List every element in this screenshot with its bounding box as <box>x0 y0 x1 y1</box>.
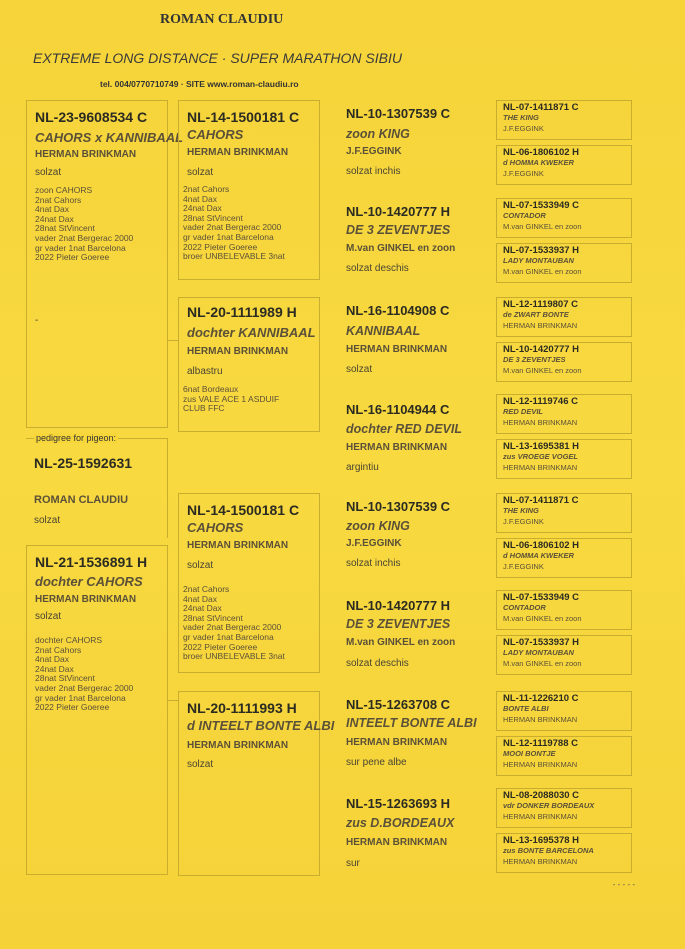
gen3-name: zoon KING <box>346 127 410 141</box>
gen4-name: zus BONTE BARCELONA <box>503 846 594 855</box>
gen4-owner: HERMAN BRINKMAN <box>503 715 578 724</box>
gen4-box <box>496 198 632 238</box>
mother-box <box>26 545 168 875</box>
gen4-box <box>496 590 632 630</box>
gen3-box <box>336 691 480 777</box>
gen4-id: NL-07-1411871 C <box>503 495 579 506</box>
father-mark: - <box>35 315 39 326</box>
subject-id: NL-25-1592631 <box>34 455 133 471</box>
gen4-id: NL-08-2088030 C <box>503 790 580 801</box>
gen4-name: BONTE ALBI <box>503 704 549 713</box>
gen4-name: vdr DONKER BORDEAUX <box>503 801 595 810</box>
grandparent-box <box>178 691 335 876</box>
gen3-color: solzat inchis <box>346 166 401 177</box>
gp-id: NL-14-1500181 C <box>187 502 300 518</box>
gen4-id: NL-07-1533949 C <box>503 200 580 211</box>
gen4-id: NL-13-1695381 H <box>503 441 580 452</box>
gen4-id: NL-12-1119746 C <box>503 396 578 407</box>
gen4-owner: HERMAN BRINKMAN <box>503 463 578 472</box>
grandparent-box <box>178 493 320 673</box>
gp-color: solzat <box>187 560 214 571</box>
gen4-name: RED DEVIL <box>503 407 544 416</box>
gen4-box <box>496 394 632 434</box>
father-id: NL-23-9608534 C <box>35 109 148 125</box>
gen4-owner: HERMAN BRINKMAN <box>503 418 578 427</box>
gen4-box <box>496 493 632 533</box>
gen4-name: THE KING <box>503 113 539 122</box>
father-box <box>26 100 184 428</box>
gen4-owner: M.van GINKEL en zoon <box>503 222 582 231</box>
father-name: CAHORS x KANNIBAAL <box>35 130 184 145</box>
gen4-id: NL-07-1533937 H <box>503 637 580 648</box>
gen3-name: DE 3 ZEVENTJES <box>346 617 451 631</box>
gen4-name: LADY MONTAUBAN <box>503 256 574 265</box>
gen3-id: NL-15-1263708 C <box>346 697 451 712</box>
gen4-box <box>496 439 632 479</box>
gen4-id: NL-07-1411871 C <box>503 102 579 113</box>
gen3-owner: M.van GINKEL en zoon <box>346 637 456 648</box>
gp-name: d INTEELT BONTE ALBI <box>187 718 335 733</box>
gen4-box <box>496 833 632 873</box>
subject-owner: ROMAN CLAUDIU <box>34 494 129 506</box>
gen4-id: NL-07-1533949 C <box>503 592 580 603</box>
subtitle: EXTREME LONG DISTANCE · SUPER MARATHON SIBIU <box>33 50 402 66</box>
breeder-name: ROMAN CLAUDIU <box>160 12 284 27</box>
gen4-owner: HERMAN BRINKMAN <box>503 321 578 330</box>
gen3-name: DE 3 ZEVENTJES <box>346 223 451 237</box>
gen3-owner: HERMAN BRINKMAN <box>346 344 448 355</box>
gp-notes: 2nat Cahors 4nat Dax 24nat Dax 28nat StVincent vader 2nat Bergerac 2000 gr vader 1nat Barcelona 2022 Pieter Goeree broer UNBELEVABLE 3nat <box>183 584 285 662</box>
gen3-name: zus D.BORDEAUX <box>346 816 455 830</box>
gen4-owner: HERMAN BRINKMAN <box>503 857 578 866</box>
gp-notes: 6nat Bordeaux zus VALE ACE 1 ASDUIF CLUB FFC <box>183 384 280 414</box>
gen4-name: CONTADOR <box>503 603 546 612</box>
gen3-box <box>336 100 480 186</box>
gen3-color: argintiu <box>346 462 379 473</box>
gen3-owner: J.F.EGGINK <box>346 538 402 549</box>
gp-notes: 2nat Cahors 4nat Dax 24nat Dax 28nat StVincent vader 2nat Bergerac 2000 gr vader 1nat Barcelona 2022 Pieter Goeree broer UNBELEVABLE 3nat <box>183 184 285 262</box>
gen3-name: INTEELT BONTE ALBI <box>346 716 477 730</box>
gen4-box <box>496 297 632 337</box>
gp-id: NL-14-1500181 C <box>187 109 300 125</box>
mother-notes: dochter CAHORS 2nat Cahors 4nat Dax 24nat Dax 28nat StVincent vader 2nat Bergerac 2000 gr vader 1nat Barcelona 2022 Pieter Goeree <box>35 635 134 713</box>
gen4-box <box>496 538 632 578</box>
gen4-name: d HOMMA KWEKER <box>503 158 574 167</box>
gen3-id: NL-10-1420777 H <box>346 204 451 219</box>
gen3-owner: M.van GINKEL en zoon <box>346 243 456 254</box>
gp-id: NL-20-1111993 H <box>187 700 297 716</box>
gen4-owner: M.van GINKEL en zoon <box>503 267 582 276</box>
gen3-id: NL-15-1263693 H <box>346 796 451 811</box>
gen4-id: NL-12-1119807 C <box>503 299 578 310</box>
gen3-owner: HERMAN BRINKMAN <box>346 442 448 453</box>
gp-owner: HERMAN BRINKMAN <box>187 540 289 551</box>
gen4-id: NL-13-1695378 H <box>503 835 580 846</box>
mother-id: NL-21-1536891 H <box>35 554 148 570</box>
father-notes: zoon CAHORS 2nat Cahors 4nat Dax 24nat Dax 28nat StVincent vader 2nat Bergerac 2000 gr vader 1nat Barcelona 2022 Pieter Goeree <box>35 185 134 263</box>
gen3-box <box>336 394 480 480</box>
gen3-box <box>336 198 480 284</box>
gen4-owner: M.van GINKEL en zoon <box>503 659 582 668</box>
gen3-color: sur pene albe <box>346 757 407 768</box>
gp-owner: HERMAN BRINKMAN <box>187 147 289 158</box>
gen3-name: dochter RED DEVIL <box>346 422 462 436</box>
gen3-owner: J.F.EGGINK <box>346 146 402 157</box>
subject-pigeon-box <box>26 433 168 538</box>
gen4-owner: J.F.EGGINK <box>503 169 544 178</box>
grandparent-box <box>178 297 320 432</box>
gp-name: CAHORS <box>187 520 244 535</box>
gen3-color: sur <box>346 858 360 869</box>
gp-name: dochter KANNIBAAL <box>187 325 316 340</box>
gen4-owner: M.van GINKEL en zoon <box>503 366 582 375</box>
gen4-owner: HERMAN BRINKMAN <box>503 812 578 821</box>
gp-color: solzat <box>187 759 214 770</box>
gen4-id: NL-06-1806102 H <box>503 540 580 551</box>
gen4-name: LADY MONTAUBAN <box>503 648 574 657</box>
gen4-id: NL-12-1119788 C <box>503 738 578 749</box>
gp-name: CAHORS <box>187 127 244 142</box>
gen4-box <box>496 635 632 675</box>
gen3-id: NL-10-1420777 H <box>346 598 451 613</box>
gen3-color: solzat deschis <box>346 263 409 274</box>
gen4-box <box>496 691 632 731</box>
gen3-id: NL-16-1104944 C <box>346 402 450 417</box>
gen4-name: CONTADOR <box>503 211 546 220</box>
gen4-box <box>496 100 632 140</box>
gen3-id: NL-16-1104908 C <box>346 303 450 318</box>
gp-color: albastru <box>187 366 223 377</box>
father-owner: HERMAN BRINKMAN <box>35 149 137 160</box>
gen4-name: THE KING <box>503 506 539 515</box>
gen4-owner: M.van GINKEL en zoon <box>503 614 582 623</box>
gen4-box <box>496 342 632 382</box>
mother-color: solzat <box>35 611 62 622</box>
gen4-owner: J.F.EGGINK <box>503 517 544 526</box>
gen4-id: NL-10-1420777 H <box>503 344 580 355</box>
gen4-box <box>496 736 632 776</box>
subject-color: solzat <box>34 515 61 526</box>
subject-label: pedigree for pigeon: <box>36 433 117 443</box>
gen4-box <box>496 243 632 283</box>
gen3-color: solzat inchis <box>346 558 401 569</box>
gen4-id: NL-06-1806102 H <box>503 147 580 158</box>
father-color: solzat <box>35 167 62 178</box>
gen3-box <box>336 297 480 383</box>
gen3-name: zoon KING <box>346 519 410 533</box>
gen4-name: MOOI BONTJE <box>503 749 556 758</box>
gen3-color: solzat deschis <box>346 658 409 669</box>
gp-id: NL-20-1111989 H <box>187 304 297 320</box>
gen3-name: KANNIBAAL <box>346 324 421 338</box>
gen4-name: zus VROEGE VOGEL <box>503 452 579 461</box>
gen4-name: DE 3 ZEVENTJES <box>503 355 566 364</box>
gen3-owner: HERMAN BRINKMAN <box>346 737 448 748</box>
gp-color: solzat <box>187 167 214 178</box>
gen3-color: solzat <box>346 364 373 375</box>
mother-owner: HERMAN BRINKMAN <box>35 594 137 605</box>
gen3-box <box>336 788 480 878</box>
gen4-name: d HOMMA KWEKER <box>503 551 574 560</box>
gp-owner: HERMAN BRINKMAN <box>187 740 289 751</box>
contact-line: tel. 004/0770710749 · SITE www.roman-claudiu.ro <box>100 79 299 89</box>
gen4-box <box>496 145 632 185</box>
gen4-owner: J.F.EGGINK <box>503 562 544 571</box>
gen4-id: NL-11-1226210 C <box>503 693 579 704</box>
grandparent-box <box>178 100 320 280</box>
gen4-owner: HERMAN BRINKMAN <box>503 760 578 769</box>
gen3-box <box>336 493 480 579</box>
gen3-owner: HERMAN BRINKMAN <box>346 837 448 848</box>
gen4-owner: J.F.EGGINK <box>503 124 544 133</box>
gen3-id: NL-10-1307539 C <box>346 499 451 514</box>
gen4-id: NL-07-1533937 H <box>503 245 580 256</box>
gen4-box <box>496 788 632 828</box>
gen3-box <box>336 590 480 676</box>
gp-owner: HERMAN BRINKMAN <box>187 346 289 357</box>
mother-name: dochter CAHORS <box>35 574 143 589</box>
page-mark: - - - - - <box>612 880 635 889</box>
gen3-id: NL-10-1307539 C <box>346 106 451 121</box>
gen4-name: de ZWART BONTE <box>503 310 569 319</box>
